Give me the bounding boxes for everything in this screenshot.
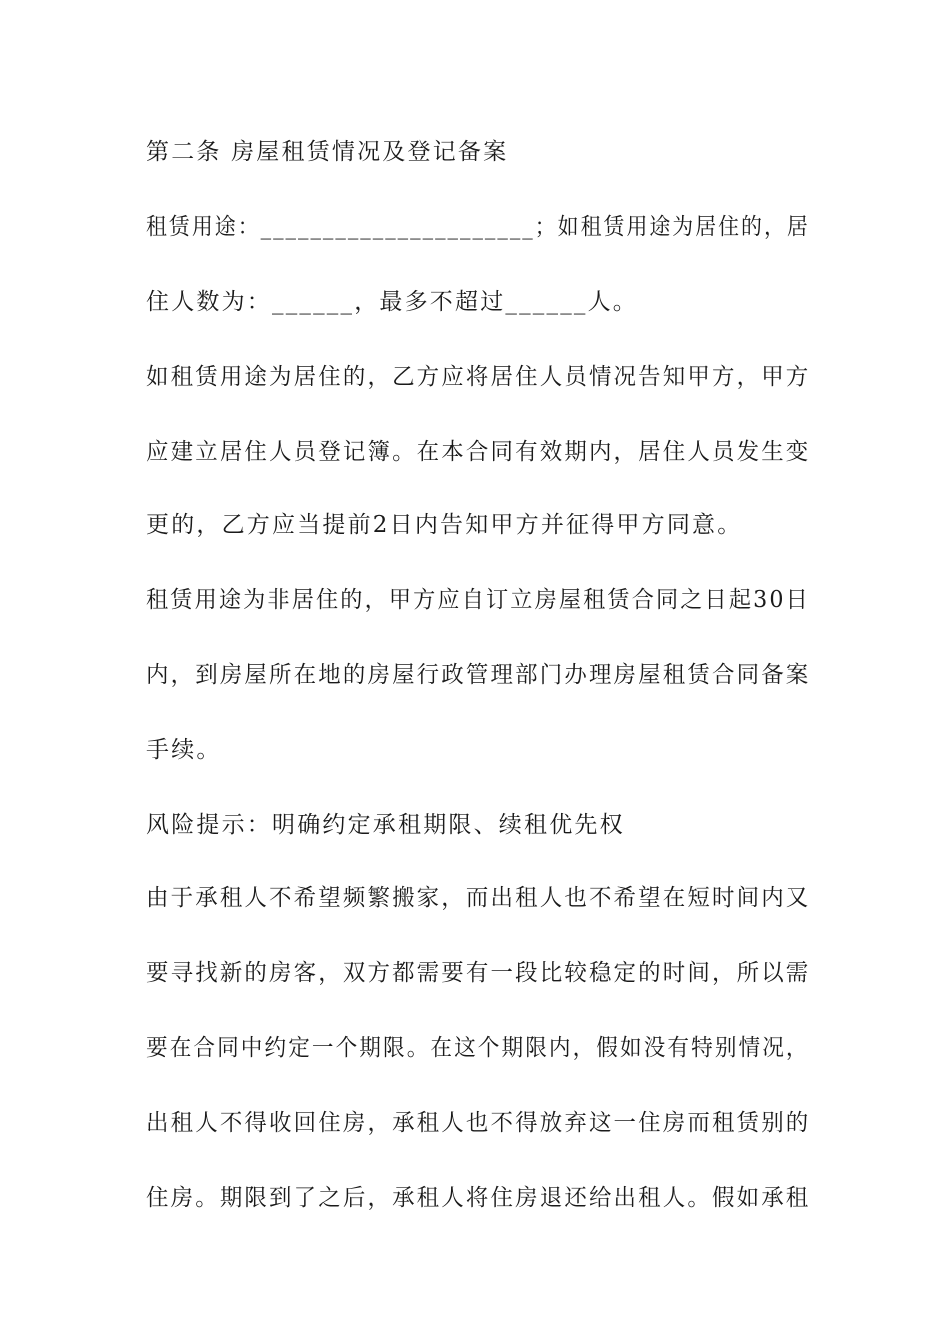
text-line: 如租赁用途为居住的，乙方应将居住人员情况告知甲方，甲方 bbox=[146, 364, 811, 390]
text-line: 更的，乙方应当提前2日内告知甲方并征得甲方同意。 bbox=[146, 512, 743, 538]
section-heading: 第二条 房屋租赁情况及登记备案 bbox=[146, 139, 509, 165]
text-line: 住房。期限到了之后，承租人将住房退还给出租人。假如承租 bbox=[146, 1185, 811, 1211]
text-line: 租赁用途为非居住的，甲方应自订立房屋租赁合同之日起30日 bbox=[146, 587, 810, 613]
text-line: 住人数为：______，最多不超过______人。 bbox=[146, 289, 638, 315]
text-line: 手续。 bbox=[146, 737, 222, 763]
risk-note-heading: 风险提示：明确约定承租期限、续租优先权 bbox=[146, 812, 625, 838]
text-line: 租赁用途：______________________；如租赁用途为居住的，居 bbox=[146, 214, 810, 240]
text-line: 内，到房屋所在地的房屋行政管理部门办理房屋租赁合同备案 bbox=[146, 662, 811, 688]
text-line: 应建立居住人员登记簿。在本合同有效期内，居住人员发生变 bbox=[146, 439, 811, 465]
text-line: 由于承租人不希望频繁搬家，而出租人也不希望在短时间内又 bbox=[146, 885, 811, 911]
text-line: 要在合同中约定一个期限。在这个期限内，假如没有特别情况， bbox=[146, 1035, 810, 1061]
text-line: 出租人不得收回住房，承租人也不得放弃这一住房而租赁别的 bbox=[146, 1110, 811, 1136]
text-line: 要寻找新的房客，双方都需要有一段比较稳定的时间，所以需 bbox=[146, 960, 811, 986]
